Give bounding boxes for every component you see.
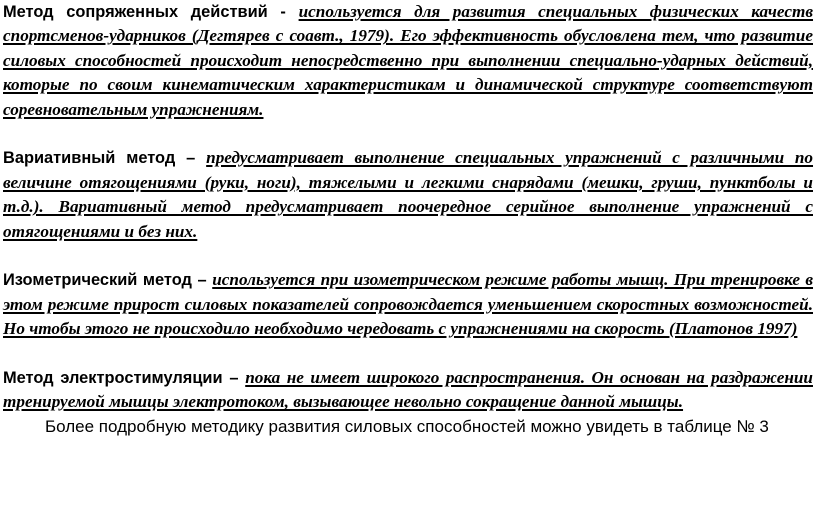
method-isometric [3,268,813,341]
method-variative [3,146,813,244]
method-term: Вариативный метод – [3,149,207,168]
table-reference-note: Более подробную методику развития силовых способностей можно увидеть в таблице № 3 [45,416,769,436]
method-electrostimulation [3,366,813,415]
method-description: используется для развития специальных физических качеств спортсменов-ударников (Дегтярев с соавт., 1979). Его эффективность обусловлена тем, что развитие силовых способностей происходит непосредственно при выполнении специально-ударных действий, которые по своим кинематическим характеристикам и динамической структуре соответствуют соревновательным упражнениям. [3,2,814,119]
paragraph-spacer [3,342,813,366]
method-term: Метод электростимуляции – [3,369,246,388]
method-term: Метод сопряженных действий - [3,3,299,21]
paragraph-spacer [3,122,813,146]
paragraph-spacer [3,244,813,268]
document-body [3,0,813,439]
method-term: Изометрический метод – [3,271,213,290]
method-conjugate-actions [3,0,813,122]
method-description: предусматривает выполнение специальных упражнений с различными по величине отягощениями (руки, ноги), тяжелыми и легкими снарядами (мешки, груши, пунктболы и т.д.). Вариативный метод предусматривает поочередное серийное выполнение упражнений с отягощениями и без них. [3,148,814,241]
method-description: используется при изометрическом режиме работы мышц. При тренировке в этом режиме прирост силовых показателей сопровождается уменьшением скоростных возможностей. Но чтобы этого не происходило необходимо чередовать с упражнениями на скорость (Платонов 1997) [3,270,814,339]
method-description: пока не имеет широкого распространения. Он основан на раздражении тренируемой мышцы электротоком, вызывающее невольно сокращение данной мышцы. [3,368,813,412]
